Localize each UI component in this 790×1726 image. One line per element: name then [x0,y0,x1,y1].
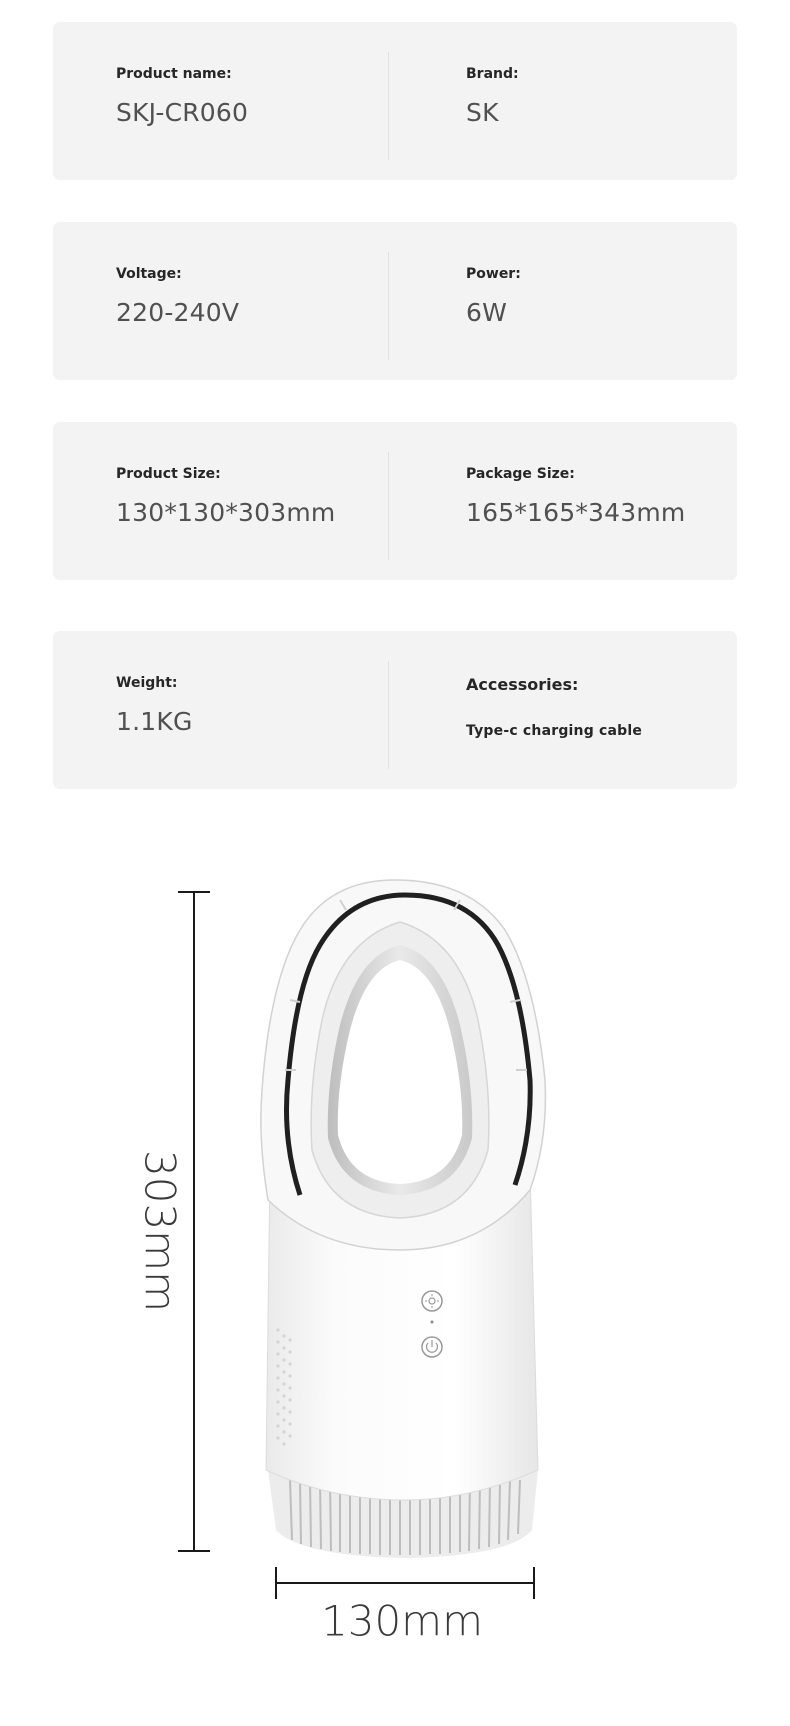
card-divider [388,452,389,560]
spec-card-name-brand [53,22,737,180]
spec-label: Product Size: [116,466,221,482]
spec-card-weight-accessories [53,631,737,789]
spec-card-sizes [53,422,737,580]
indicator-dot [431,1321,434,1324]
spec-label: Package Size: [466,466,575,482]
spec-label: Power: [466,266,521,282]
spec-card-voltage-power [53,222,737,380]
spec-value: 220-240V [116,298,240,327]
spec-label: Brand: [466,66,519,82]
spec-value: SKJ-CR060 [116,98,249,127]
width-dimension-line [276,1567,534,1599]
spec-label: Product name: [116,66,232,82]
spec-label: Weight: [116,675,178,691]
card-divider [388,661,389,769]
spec-label: Accessories: [466,675,579,694]
card-divider [388,52,389,160]
spec-value: 6W [466,298,508,327]
product-image [261,880,546,1558]
spec-value: 165*165*343mm [466,498,686,527]
width-dimension-label: 130mm [321,1596,483,1646]
spec-label: Voltage: [116,266,182,282]
spec-value: Type-c charging cable [466,723,643,739]
spec-value: 1.1KG [116,707,193,736]
spec-value: SK [466,98,499,127]
spec-value: 130*130*303mm [116,498,336,527]
card-divider [388,252,389,360]
height-dimension-label: 303mm [135,1150,185,1312]
